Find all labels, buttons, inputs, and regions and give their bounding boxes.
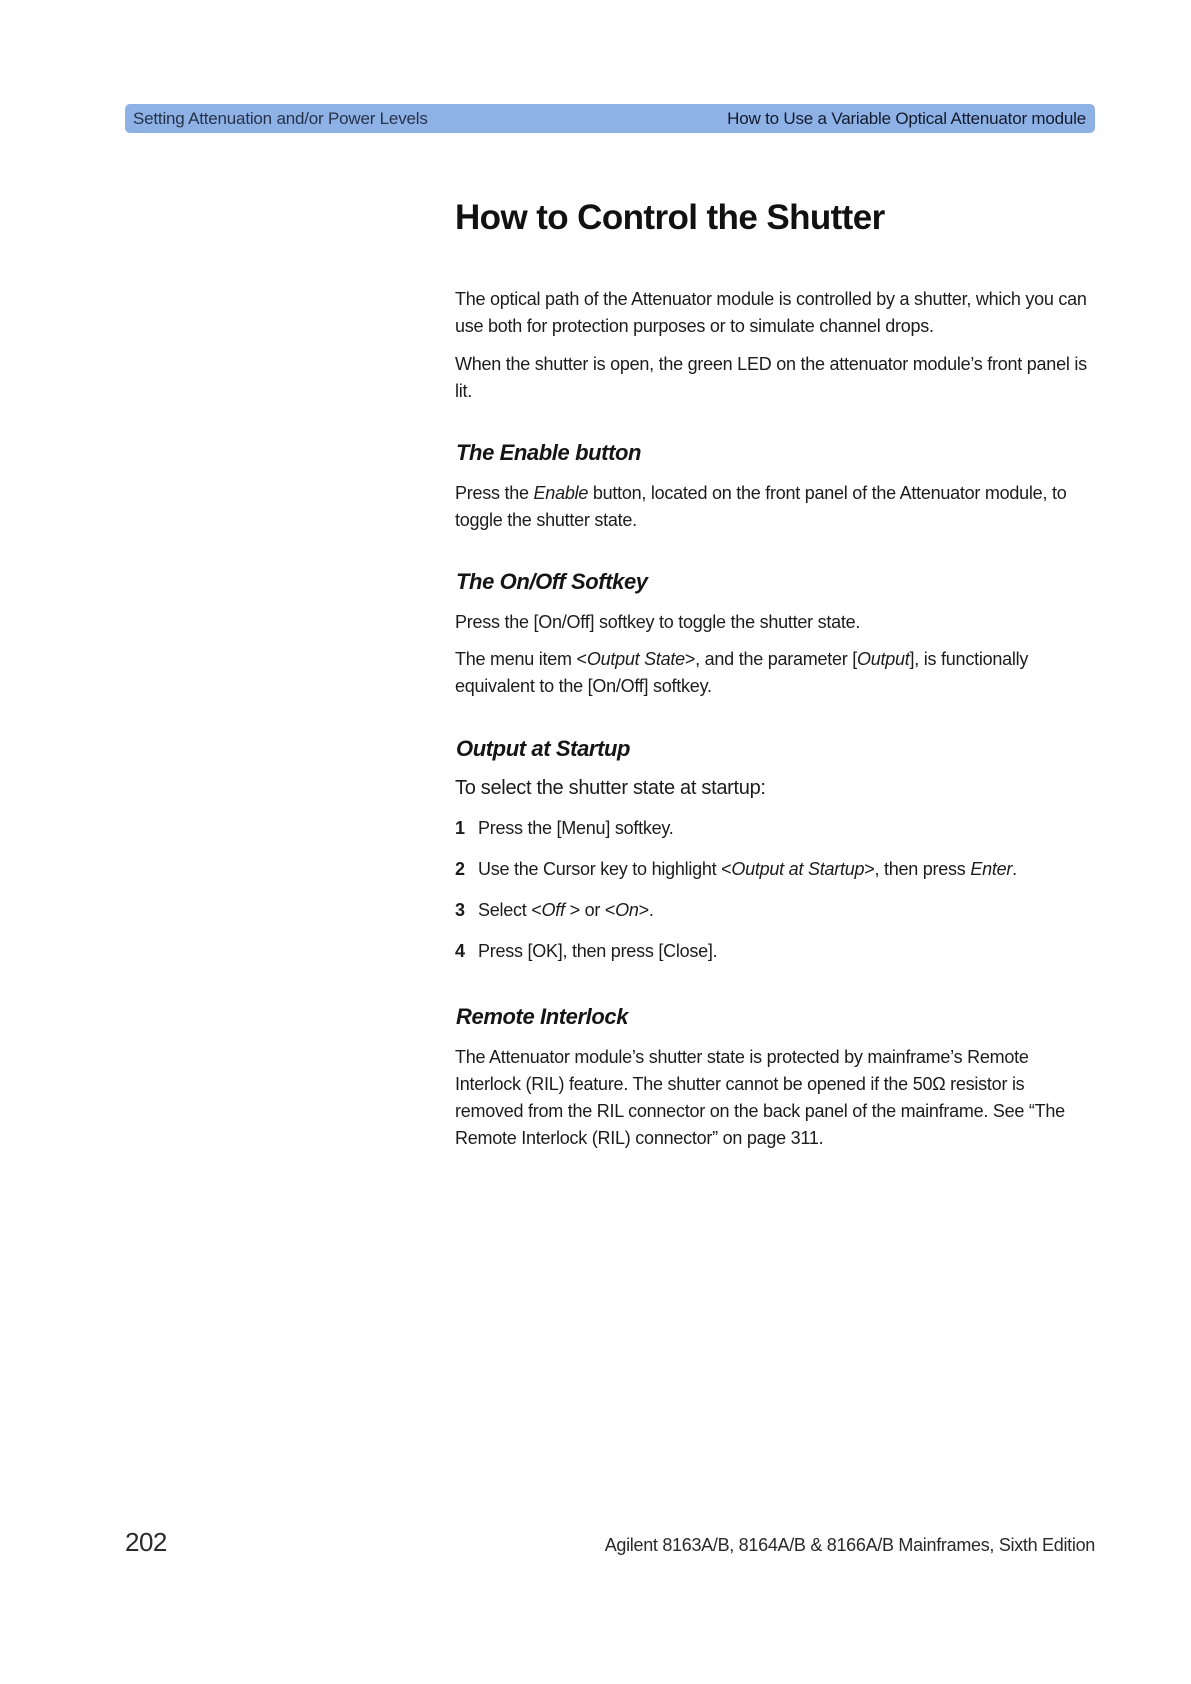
onoff-paragraph-2: The menu item <Output State>, and the parameter [Output], is functionally equivalent to the [On/Off] softkey.: [455, 649, 1029, 696]
step-text: Select <Off > or <On>.: [478, 900, 654, 920]
output-at-startup-heading: Output at Startup: [456, 736, 631, 761]
page-number: 202: [125, 1527, 167, 1557]
footer-title: Agilent 8163A/B, 8164A/B & 8166A/B Mainframes, Sixth Edition: [604, 1535, 1095, 1555]
step-number: 2: [455, 859, 465, 879]
header-section: How to Use a Variable Optical Attenuator module: [727, 108, 1086, 128]
onoff-softkey-heading: The On/Off Softkey: [456, 569, 648, 594]
step-text: Press [OK], then press [Close].: [478, 941, 718, 961]
list-item: [455, 941, 1095, 962]
intro-paragraph-2: When the shutter is open, the green LED on the attenuator module’s front panel is lit.: [455, 354, 1087, 401]
remote-interlock-paragraph: The Attenuator module’s shutter state is protected by mainframe’s Remote Interlock (RIL) feature. The shutter cannot be opened if the 50Ω resistor is removed from the RIL connector on the back panel of the mainframe. See “The Remote Interlock (RIL) connector” on page 311.: [455, 1047, 1065, 1148]
running-header: [125, 104, 1095, 133]
onoff-paragraph-1: Press the [On/Off] softkey to toggle the shutter state.: [455, 612, 861, 632]
step-text: Press the [Menu] softkey.: [478, 818, 674, 838]
enable-button-paragraph: Press the Enable button, located on the front panel of the Attenuator module, to toggle the shutter state.: [455, 483, 1067, 530]
list-item: [455, 859, 1095, 880]
step-number: 3: [455, 900, 465, 920]
enable-button-heading: The Enable button: [456, 440, 642, 465]
intro-paragraph-1: The optical path of the Attenuator module is controlled by a shutter, which you can use both for protection purposes or to simulate channel drops.: [455, 289, 1087, 336]
remote-interlock-heading: Remote Interlock: [456, 1004, 629, 1029]
startup-intro: To select the shutter state at startup:: [455, 777, 766, 799]
page-title: How to Control the Shutter: [455, 198, 885, 237]
step-number: 4: [455, 941, 465, 961]
list-item: [455, 818, 1095, 839]
step-number: 1: [455, 818, 465, 838]
step-text: Use the Cursor key to highlight <Output at Startup>, then press Enter.: [478, 859, 1017, 879]
list-item: [455, 900, 1095, 921]
header-chapter: Setting Attenuation and/or Power Levels: [133, 108, 428, 128]
